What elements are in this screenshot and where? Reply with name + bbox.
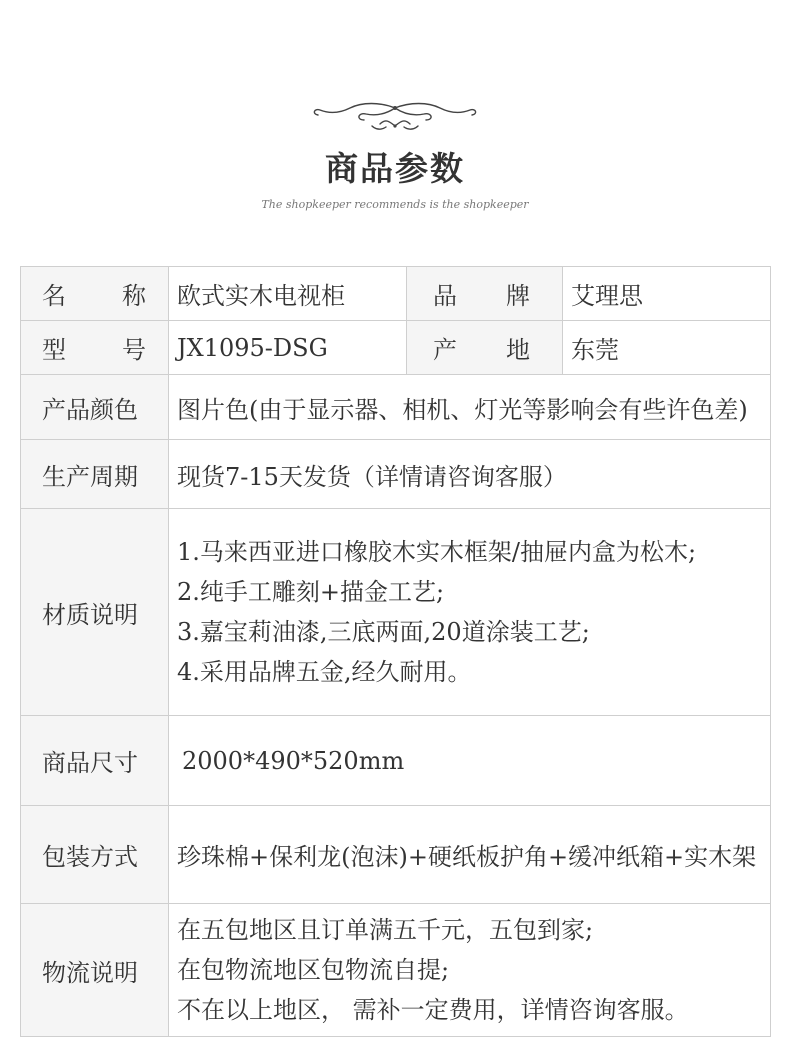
table-row [21, 904, 771, 1037]
color-value: 图片色(由于显示器、相机、灯光等影响会有些许色差) [169, 375, 771, 440]
brand-value: 艾理思 [563, 267, 771, 321]
list-item: 不在以上地区， 需补一定费用，详情咨询客服。 [177, 996, 689, 1024]
list-item: 3.嘉宝莉油漆,三底两面,20道涂装工艺; [177, 618, 590, 646]
table-row [21, 267, 771, 321]
size-value: 2000*490*520mm [169, 716, 771, 806]
table-row [21, 375, 771, 440]
model-label: 型 号 [21, 321, 169, 375]
package-value: 珍珠棉+保利龙(泡沫)+硬纸板护角+缓冲纸箱+实木架 [169, 806, 771, 904]
logistics-label: 物流说明 [21, 904, 169, 1037]
list-item: 在五包地区且订单满五千元，五包到家; [177, 916, 594, 944]
origin-value: 东莞 [563, 321, 771, 375]
table-row [21, 440, 771, 509]
list-item: 在包物流地区包物流自提; [177, 956, 450, 984]
table-row [21, 806, 771, 904]
brand-label: 品 牌 [407, 267, 563, 321]
logistics-value [169, 904, 771, 1037]
list-item: 4.采用品牌五金,经久耐用。 [177, 658, 472, 686]
cycle-label: 生产周期 [21, 440, 169, 509]
color-label: 产品颜色 [21, 375, 169, 440]
name-value: 欧式实木电视柜 [169, 267, 407, 321]
name-label: 名 称 [21, 267, 169, 321]
product-params-table [20, 266, 771, 1037]
package-label: 包装方式 [21, 806, 169, 904]
decorative-flourish-icon [310, 100, 480, 134]
cycle-value: 现货7-15天发货（详情请咨询客服） [169, 440, 771, 509]
table-row [21, 716, 771, 806]
model-value: JX1095-DSG [169, 321, 407, 375]
page-title: 商品参数 [325, 149, 465, 188]
table-row [21, 509, 771, 716]
page-subtitle: The shopkeeper recommends is the shopkeeper [261, 198, 529, 211]
list-item: 2.纯手工雕刻+描金工艺; [177, 578, 445, 606]
table-row [21, 321, 771, 375]
origin-label: 产 地 [407, 321, 563, 375]
size-label: 商品尺寸 [21, 716, 169, 806]
list-item: 1.马来西亚进口橡胶木实木框架/抽屉内盒为松木; [177, 538, 697, 566]
material-label: 材质说明 [21, 509, 169, 716]
material-value [169, 509, 771, 716]
